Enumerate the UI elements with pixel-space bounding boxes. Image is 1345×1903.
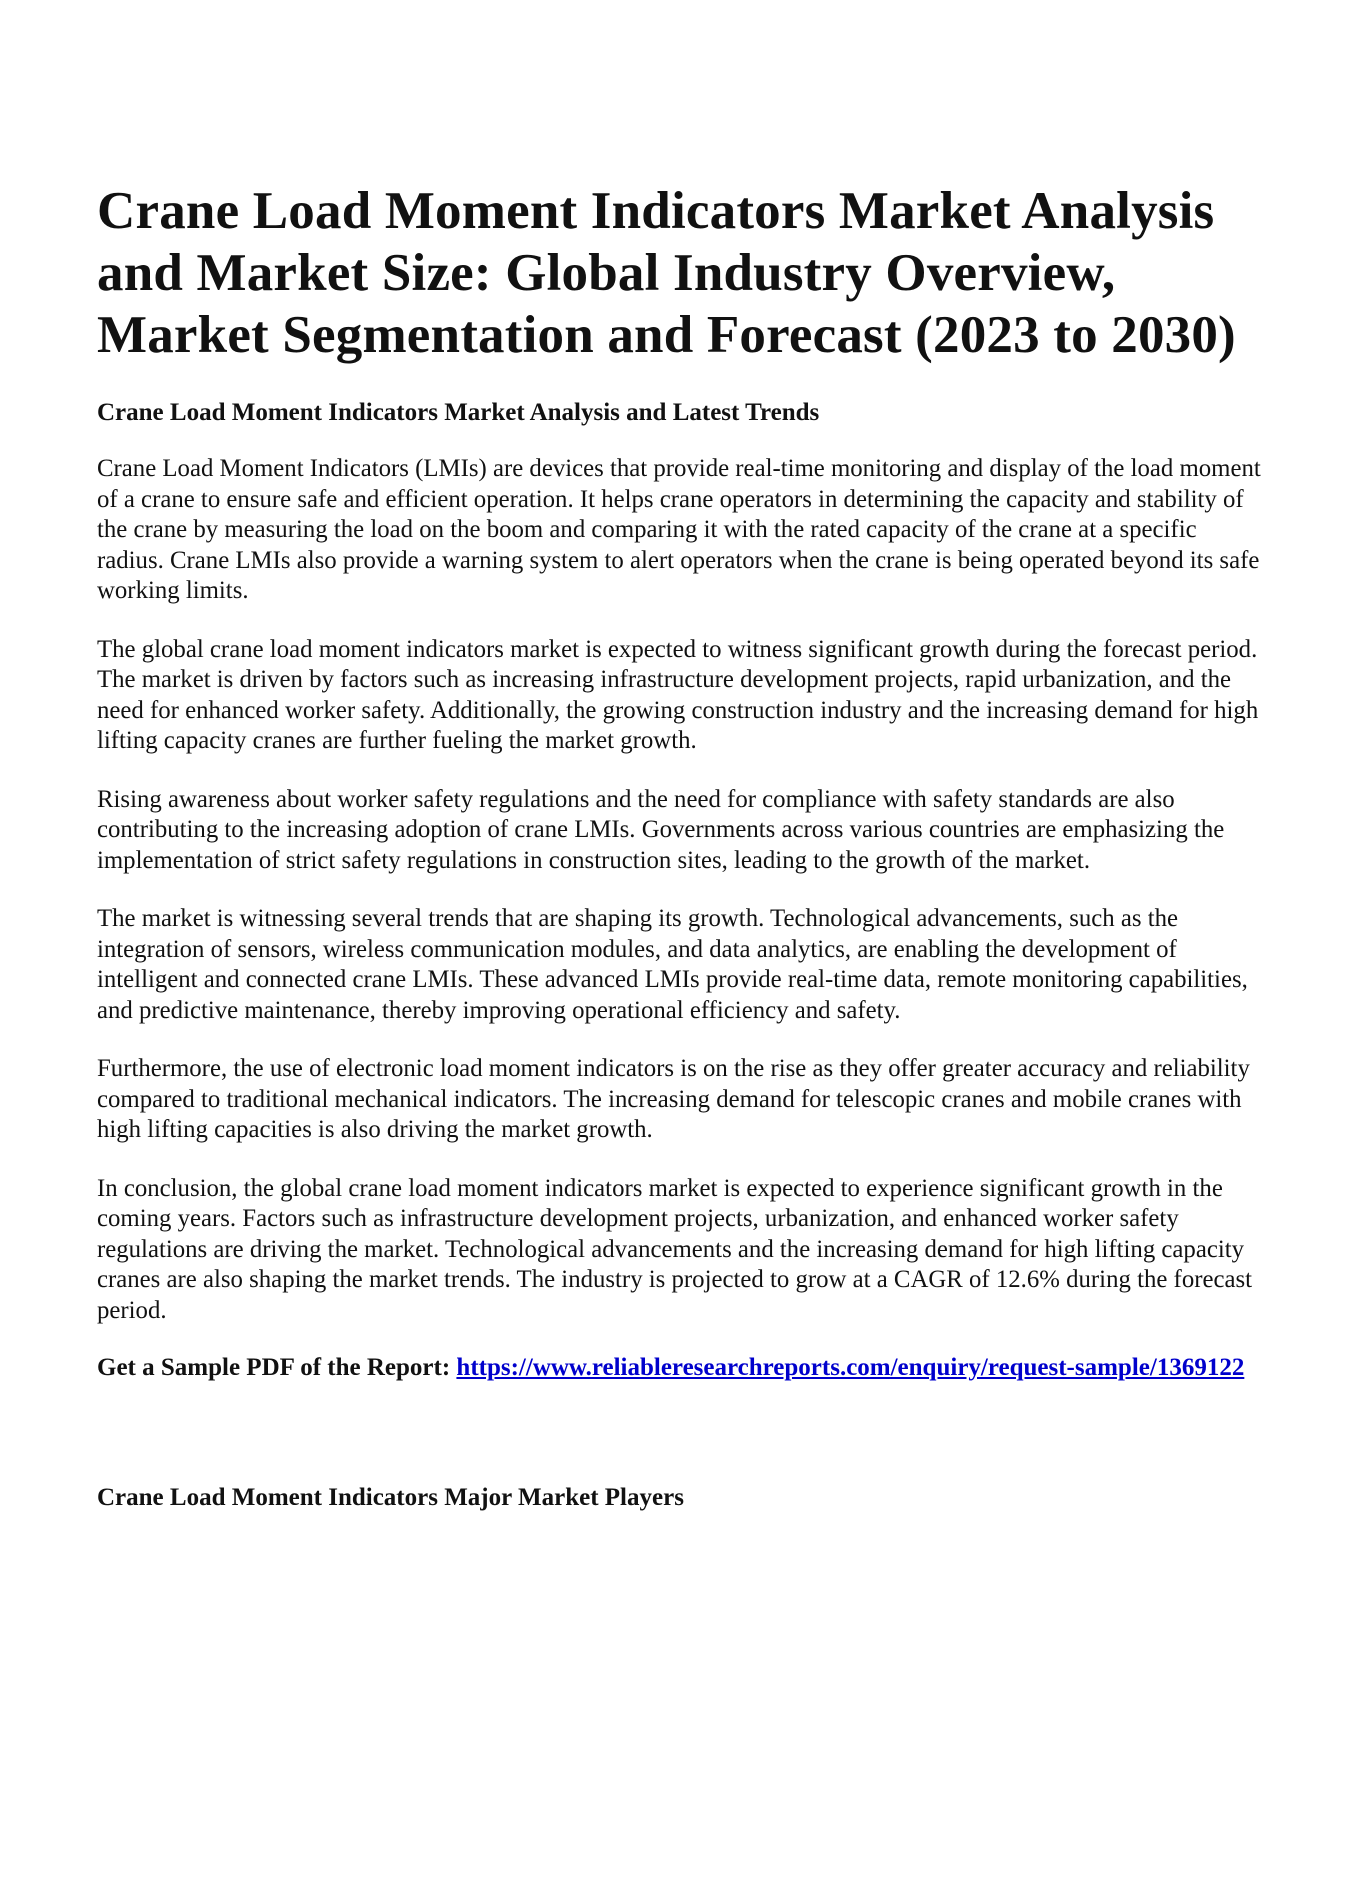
sample-pdf-link[interactable]: https://www.reliableresearchreports.com/enquiry/request-sample/1369122 <box>456 1354 1245 1381</box>
paragraph-market-trends: The market is witnessing several trends that are shaping its growth. Technological advancements, such as the integration of sensors, wireless communication modules, and data analytics, are enabling the development of intelligent and connected crane LMIs. These advanced LMIs provide real-time data, remote monitoring capabilities, and predictive maintenance, thereby improving operational efficiency and safety. <box>97 905 1248 1024</box>
paragraph-safety-regulations: Rising awareness about worker safety regulations and the need for compliance with safety standards are also contributing to the increasing adoption of crane LMIs. Governments across various countries are emphasizing the implementation of strict safety regulations in construction sites, leading to the growth of the market. <box>97 785 1225 874</box>
section-heading-major-players: Crane Load Moment Indicators Major Market Players <box>97 1484 684 1511</box>
paragraph-market-growth: The global crane load moment indicators market is expected to witness significant growth during the forecast period. The market is driven by factors such as increasing infrastructure development projects, rapid urbanization, and the need for enhanced worker safety. Additionally, the growing construction industry and the increasing demand for high lifting capacity cranes are further fueling the market growth. <box>97 635 1259 754</box>
paragraph-electronic-indicators: Furthermore, the use of electronic load moment indicators is on the rise as they offer greater accuracy and reliability compared to traditional mechanical indicators. The increasing demand for telescopic cranes and mobile cranes with high lifting capacities is also driving the market growth. <box>97 1055 1250 1143</box>
paragraph-conclusion: In conclusion, the global crane load moment indicators market is expected to experience significant growth in the coming years. Factors such as infrastructure development projects, urbanization, and enhanced worker safety regulations are driving the market. Technological advancements and the increasing demand for high lifting capacity cranes are also shaping the market trends. The industry is projected to grow at a CAGR of 12.6% during the forecast period. <box>97 1174 1253 1324</box>
document-page <box>97 180 1267 1513</box>
document-title: Crane Load Moment Indicators Market Analysis and Market Size: Global Industry Overview, Market Segmentation and Forecast (2023 to 2030) <box>97 182 1236 364</box>
sample-pdf-line <box>97 1352 1267 1383</box>
paragraph-lmi-definition: Crane Load Moment Indicators (LMIs) are devices that provide real-time monitoring and display of the load moment of a crane to ensure safe and efficient operation. It helps crane operators in determining the capacity and stability of the crane by measuring the load on the boom and comparing it with the rated capacity of the crane at a specific radius. Crane LMIs also provide a warning system to alert operators when the crane is being operated beyond its safe working limits. <box>97 455 1261 604</box>
section-heading-trends: Crane Load Moment Indicators Market Analysis and Latest Trends <box>97 399 820 426</box>
sample-pdf-label: Get a Sample PDF of the Report: <box>97 1354 457 1381</box>
